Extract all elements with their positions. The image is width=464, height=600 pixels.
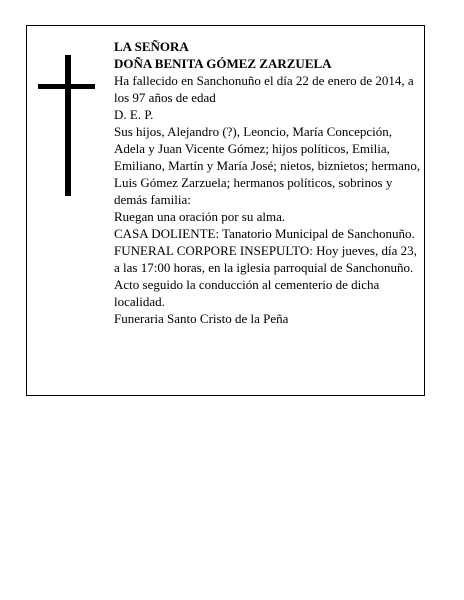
funeral-home: Funeraria Santo Cristo de la Peña [114,311,289,326]
obituary-text [114,38,422,327]
cross-horizontal-bar [38,84,95,89]
title-line-1: LA SEÑORA [114,39,189,54]
prayer-request: Ruegan una oración por su alma. [114,209,286,224]
funeral-details: FUNERAL CORPORE INSEPULTO: Hoy jueves, día 23, a las 17:00 horas, en la iglesia parroquial de Sanchonuño. Acto seguido la conducción al cementerio de dicha localidad. [114,243,417,309]
casa-doliente: CASA DOLIENTE: Tanatorio Municipal de Sanchonuño. [114,226,415,241]
family-list: Sus hijos, Alejandro (?), Leoncio, María Concepción, Adela y Juan Vicente Gómez; hijos políticos, Emilia, Emiliano, Martín y María José; nietos, biznietos; hermano, Luis Gómez Zarzuela; hermanos políticos, sobrinos y demás familia: [114,124,421,207]
deceased-name: DOÑA BENITA GÓMEZ ZARZUELA [114,56,332,71]
cross-vertical-bar [65,55,71,196]
rip-line: D. E. P. [114,107,154,122]
death-announcement: Ha fallecido en Sanchonuño el día 22 de enero de 2014, a los 97 años de edad [114,73,414,105]
